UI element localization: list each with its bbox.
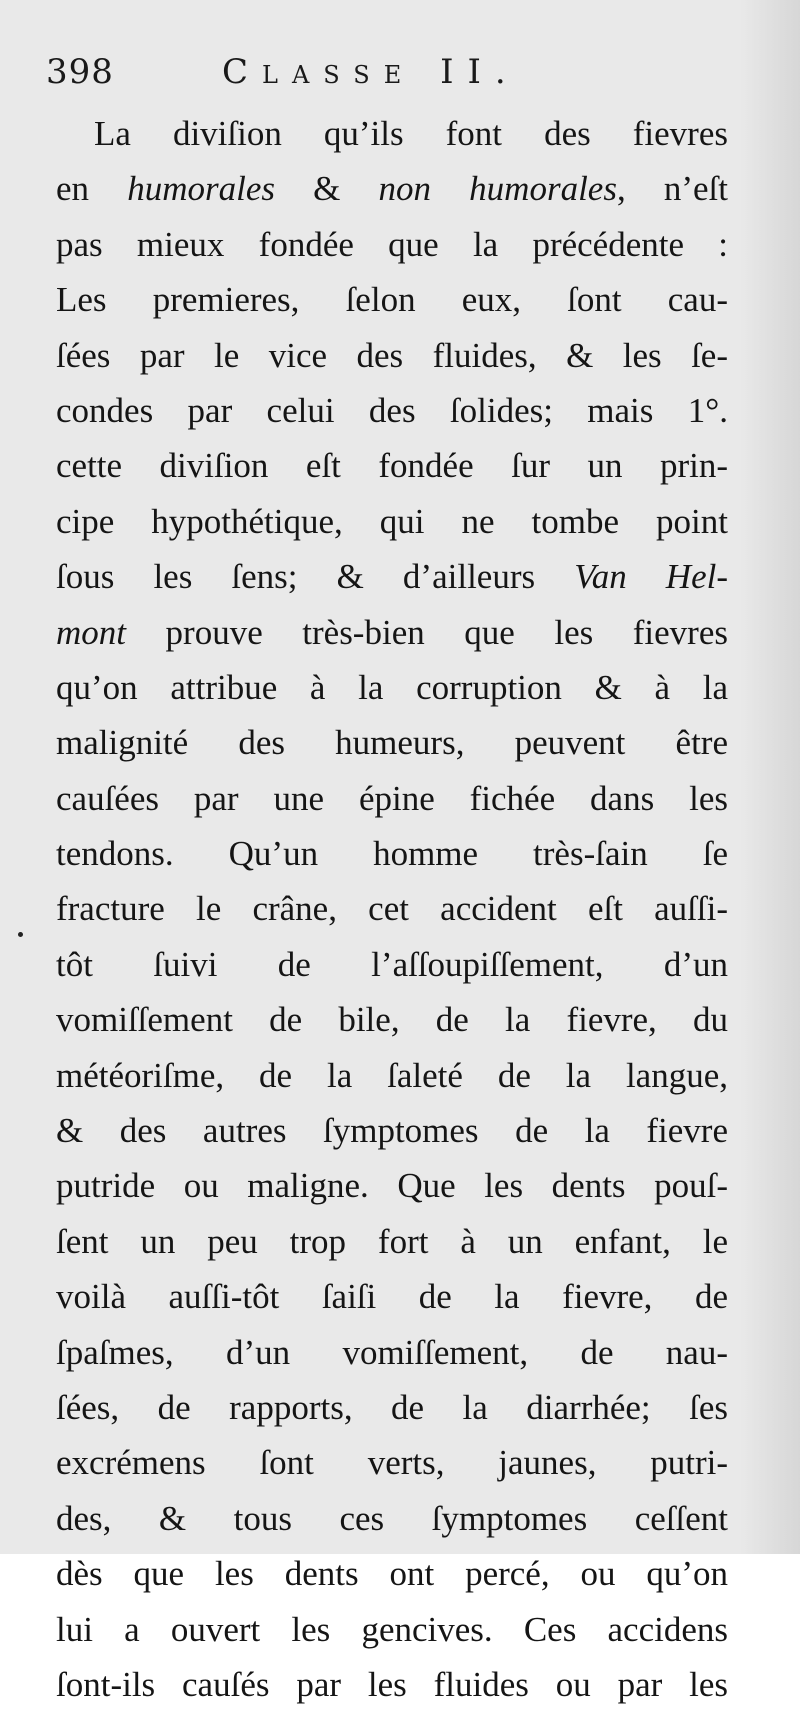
text-line [56,605,728,660]
text-run: ſous les ſens; & d’ailleurs [56,557,575,597]
body-text [56,106,728,1712]
page-edge-shadow [740,0,800,1554]
margin-mark [18,932,23,937]
text-run: & [274,169,379,209]
italic-run: mont [56,612,126,652]
text-line: ſont-ils cauſés par les fluides ou par les [56,1664,728,1704]
text-line: ſpaſmes, d’un vomiſſement, de nau- [56,1332,728,1372]
text-line: & des autres ſymptomes de la fievre [56,1111,728,1151]
text-line: des, & tous ces ſymptomes ceſſent [56,1498,728,1538]
text-line: cipe hypothétique, qui ne tombe point [56,501,728,541]
text-line: météoriſme, de la ſaleté de la langue, [56,1055,728,1095]
text-run: prouve très-bien que les fievres [126,612,728,652]
text-line: pas mieux fondée que la précédente : [56,224,728,264]
text-line: lui a ouvert les gencives. Ces accidens [56,1609,728,1649]
text-line: voilà auſſi-tôt ſaiſi de la fievre, de [56,1277,728,1317]
text-line: excrémens ſont verts, jaunes, putri- [56,1443,728,1483]
italic-run: non humorales [378,169,617,209]
text-line: tendons. Qu’un homme très-ſain ſe [56,834,728,874]
text-line: ſées, de rapports, de la diarrhée; ſes [56,1387,728,1427]
text-line [56,549,728,604]
page-header [46,52,746,102]
text-line: putride ou maligne. Que les dents pouſ- [56,1166,728,1206]
text-line: malignité des humeurs, peuvent être [56,723,728,763]
text-line [56,161,728,216]
text-line: La diviſion qu’ils font des fievres [94,114,728,153]
text-line: qu’on attribue à la corruption & à la [56,667,728,707]
text-line: condes par celui des ſolides; mais 1°. [56,390,728,430]
text-line: vomiſſement de bile, de la fievre, du [56,1000,728,1040]
text-line: cauſées par une épine fichée dans les [56,778,728,818]
text-line: ſées par le vice des fluides, & les ſe- [56,335,728,375]
text-line: Les premieres, ſelon eux, ſont cau- [56,280,728,320]
text-line: ſent un peu trop fort à un enfant, le [56,1221,728,1261]
text-line: cette diviſion eſt fondée ſur un prin- [56,446,728,486]
text-line: fracture le crâne, cet accident eſt auſſi- [56,889,728,929]
text-line: dès que les dents ont percé, ou qu’on [56,1554,728,1594]
text-line: tôt ſuivi de l’aſſoupiſſement, d’un [56,944,728,984]
text-run: en [56,169,128,209]
italic-run: humorales [127,169,275,209]
text-run: , n’eſt [616,169,728,209]
running-head: Classe II. [222,52,520,92]
page-number: 398 [46,52,114,92]
italic-run: Van Hel- [574,557,728,597]
